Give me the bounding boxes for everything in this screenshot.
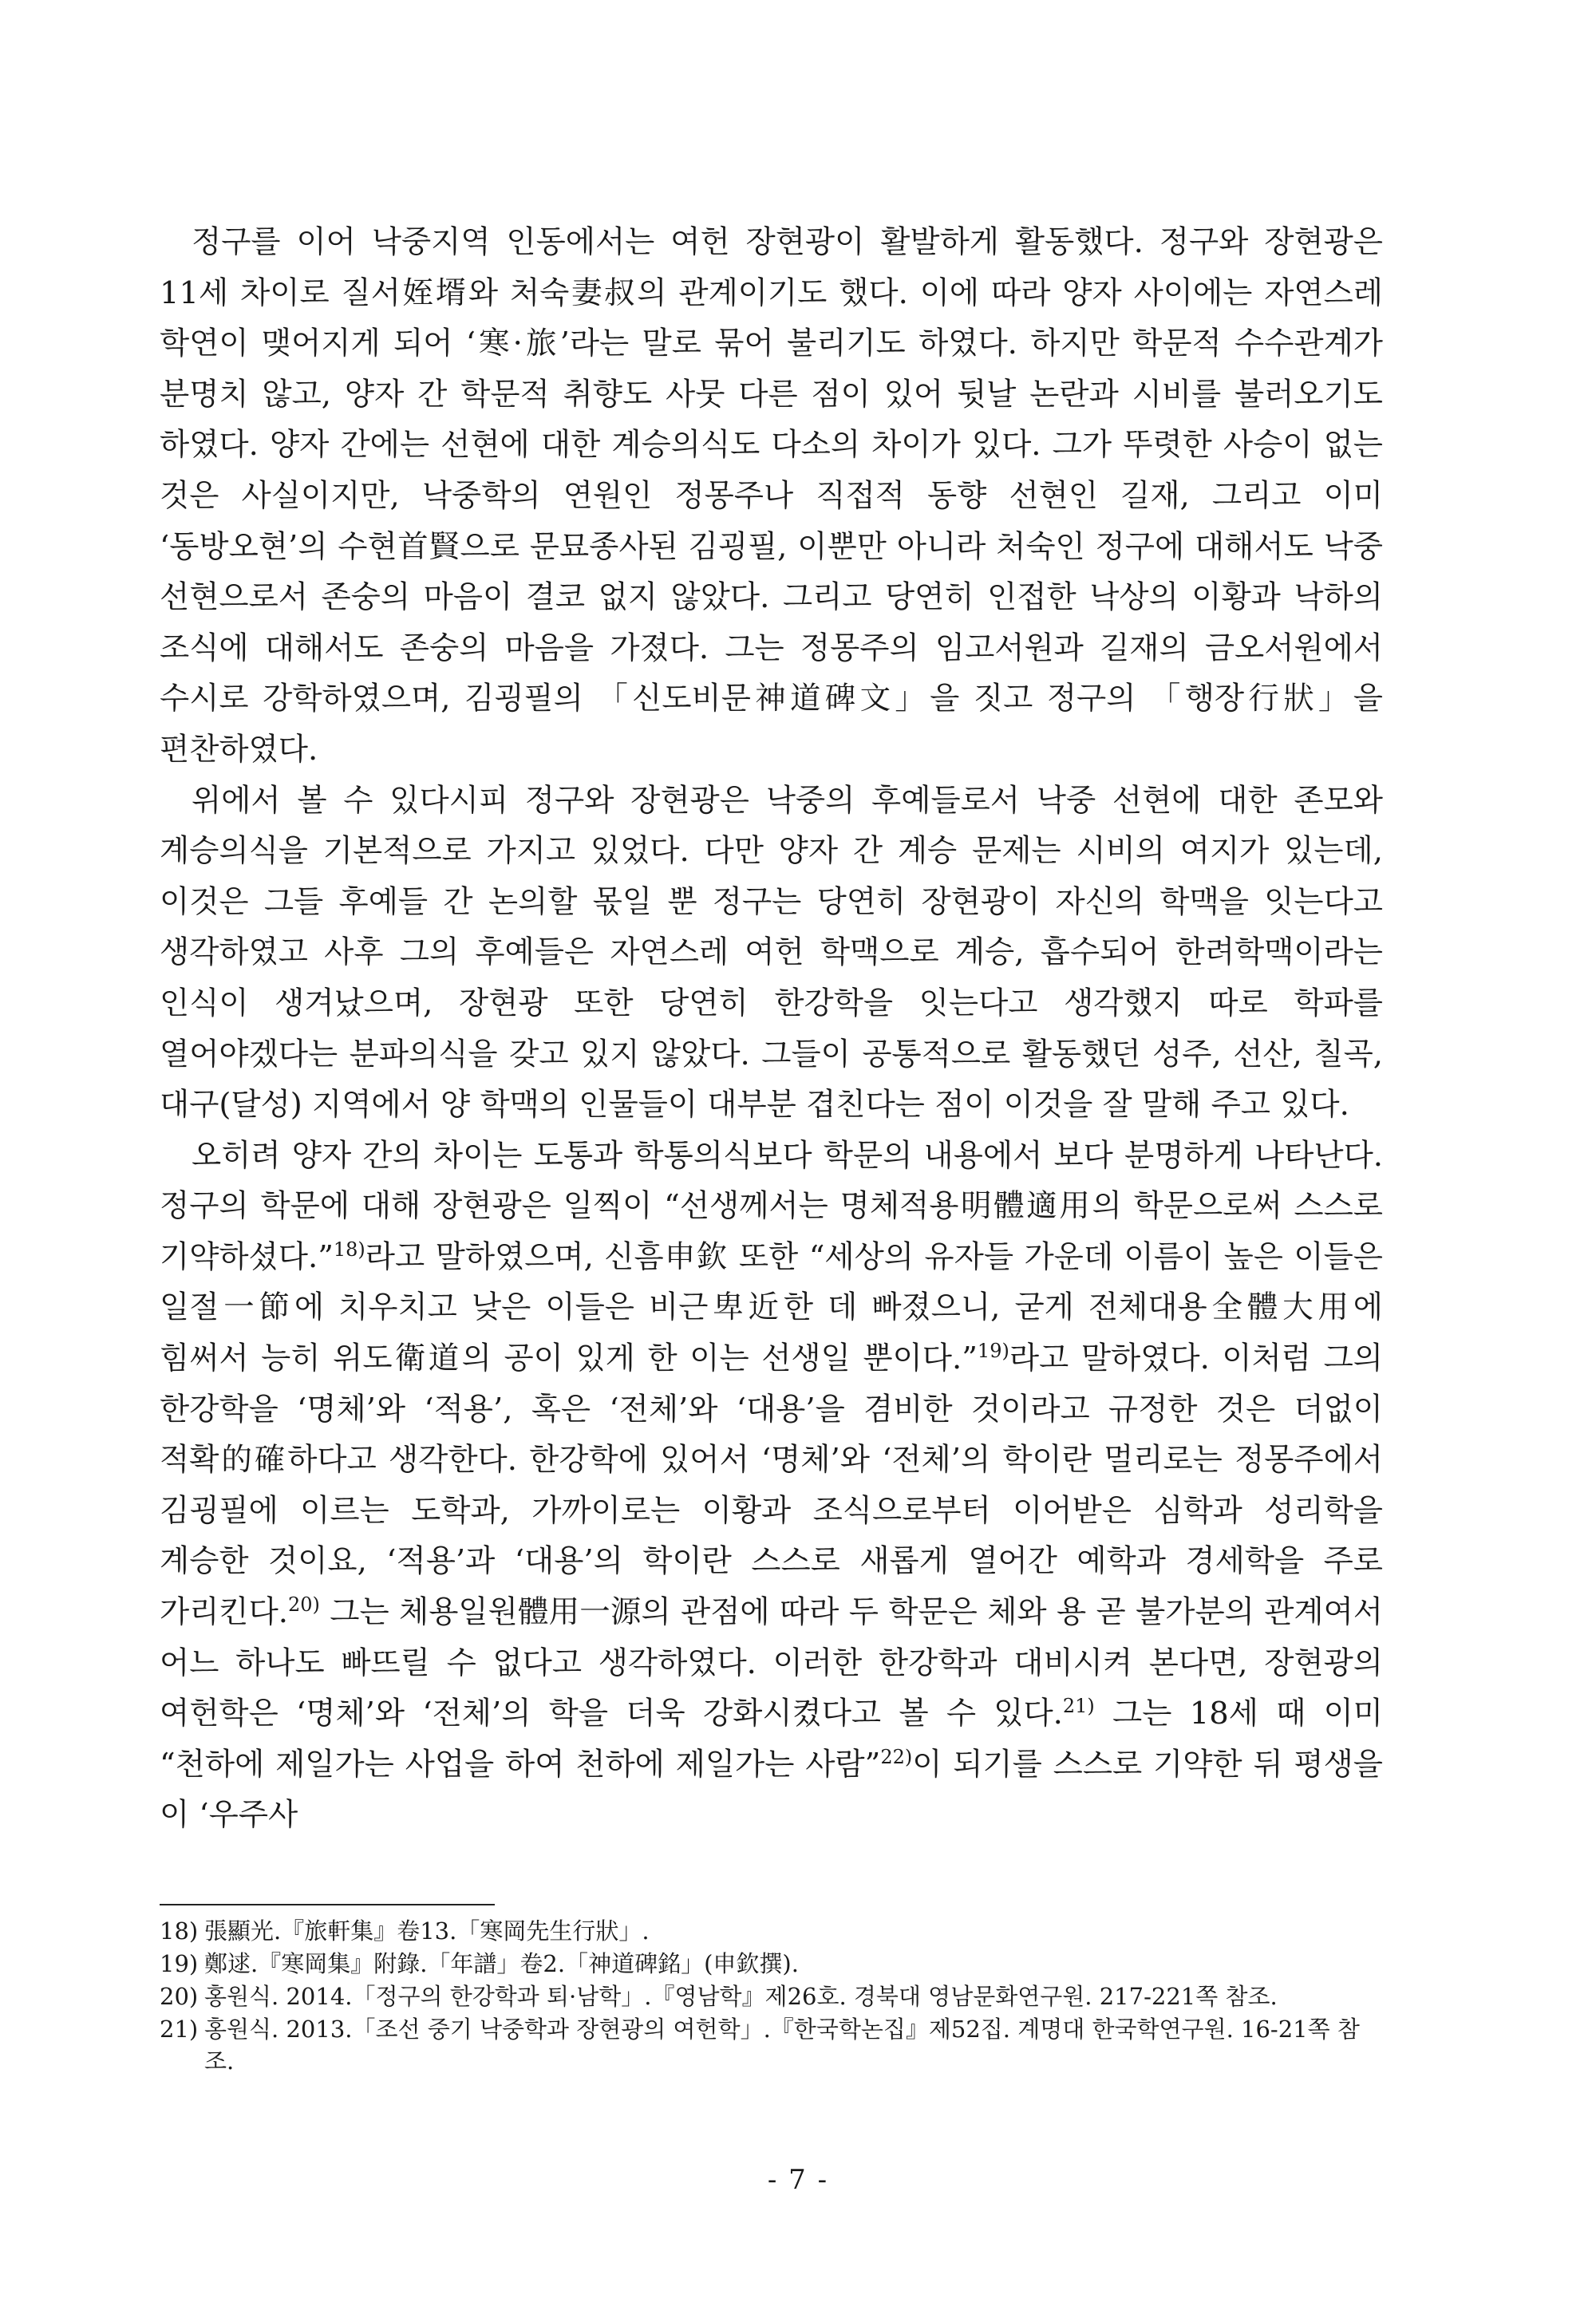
paragraph-3-text-3: 라고 말하였다. 이처럼 그의 한강학을 ‘명체’와 ‘적용’, 혹은 ‘전체’와 ‘대용’을 겸비한 것이라고 규정한 것은 더없이 적확的確하다고 생각한다. 한강학에 있어서 ‘명체’와 ‘전체’의 학이란 멀리로는 정몽주에서 김굉필에 이르는 도학과, 가까이로는 이황과 조식으로부터 이어받은 심학과 성리학을 계승한 것이요, ‘적용’과 ‘대용’의 학이란 스스로 새롭게 열어간 예학과 경세학을 주로 가리킨다.: [160, 1341, 1383, 1631]
footnote-ref-20[interactable]: 20): [288, 1593, 320, 1617]
footnote-18: [160, 1915, 1383, 1947]
footnote-text: 鄭逑.『寒岡集』附錄.「年譜」卷2.「神道碑銘」(申欽撰).: [204, 1950, 799, 1977]
paragraph-3-text-4: 그는 체용일원體用一源의 관점에 따라 두 학문은 체와 용 곧 불가분의 관계여서 어느 하나도 빠뜨릴 수 없다고 생각하였다. 이러한 한강학과 대비시켜 본다면, 장현광의 여헌학은 ‘명체’와 ‘전체’의 학을 더욱 강화시켰다고 볼 수 있다.: [160, 1594, 1383, 1732]
paragraph-2: 위에서 볼 수 있다시피 정구와 장현광은 낙중의 후예들로서 낙중 선현에 대한 존모와 계승의식을 기본적으로 가지고 있었다. 다만 양자 간 계승 문제는 시비의 여지가 있는데, 이것은 그들 후예들 간 논의할 몫일 뿐 정구는 당연히 장현광이 자신의 학맥을 잇는다고 생각하였고 사후 그의 후예들은 자연스레 여헌 학맥으로 계승, 흡수되어 한려학맥이라는 인식이 생겨났으며, 장현광 또한 당연히 한강학을 잇는다고 생각했지 따로 학파를 열어야겠다는 분파의식을 갖고 있지 않았다. 그들이 공통적으로 활동했던 성주, 선산, 칠곡, 대구(달성) 지역에서 양 학맥의 인물들이 대부분 겹친다는 점이 이것을 잘 말해 주고 있다.: [160, 782, 1383, 1123]
footnote-text: 홍원식. 2013.「조선 중기 낙중학과 장현광의 여헌학」.『한국학논집』제52집. 계명대 한국학연구원. 16-21쪽 참조.: [204, 2016, 1360, 2075]
paragraph-3: [160, 1131, 1383, 1841]
footnote-number: 19): [160, 1950, 199, 1977]
footnote-number: 21): [160, 2016, 199, 2043]
footnote-text: 張顯光.『旅軒集』卷13.「寒岡先生行狀」.: [204, 1917, 650, 1945]
footnotes: [160, 1915, 1383, 2078]
footnote-text: 홍원식. 2014.「정구의 한강학과 퇴·남학」.『영남학』제26호. 경북대 영남문화연구원. 217-221쪽 참조.: [204, 1983, 1278, 2010]
paragraph-3-text-5: 그는 18세 때 이미 “천하에 제일가는 사업을 하여 천하에 제일가는 사람”: [160, 1696, 1383, 1783]
paragraph-3-text-2: 라고 말하였으며, 신흠申欽 또한 “세상의 유자들 가운데 이름이 높은 이들은 일절一節에 치우치고 낮은 이들은 비근卑近한 데 빠졌으니, 굳게 전체대용全體大用에 힘써서 능히 위도衛道의 공이 있게 한 이는 선생일 뿐이다.”: [160, 1238, 1383, 1377]
footnote-21: [160, 2013, 1383, 2077]
footnote-ref-18[interactable]: 18): [333, 1238, 365, 1261]
footnote-divider: [160, 1904, 495, 1905]
footnote-20: [160, 1980, 1383, 2012]
main-text: [160, 217, 1383, 1841]
paragraph-1: 정구를 이어 낙중지역 인동에서는 여헌 장현광이 활발하게 활동했다. 정구와 장현광은 11세 차이로 질서姪壻와 처숙妻叔의 관계이기도 했다. 이에 따라 양자 사이에는 자연스레 학연이 맺어지게 되어 ‘寒·旅’라는 말로 묶어 불리기도 하였다. 하지만 학문적 수수관계가 분명치 않고, 양자 간 학문적 취향도 사뭇 다른 점이 있어 뒷날 논란과 시비를 불러오기도 하였다. 양자 간에는 선현에 대한 계승의식도 다소의 차이가 있다. 그가 뚜렷한 사승이 없는 것은 사실이지만, 낙중학의 연원인 정몽주나 직접적 동향 선현인 길재, 그리고 이미 ‘동방오현’의 수현首賢으로 문묘종사된 김굉필, 이뿐만 아니라 처숙인 정구에 대해서도 낙중 선현으로서 존숭의 마음이 결코 없지 않았다. 그리고 당연히 인접한 낙상의 이황과 낙하의 조식에 대해서도 존숭의 마음을 가졌다. 그는 정몽주의 임고서원과 길재의 금오서원에서 수시로 강학하였으며, 김굉필의 「신도비문神道碑文」을 짓고 정구의 「행장行狀」을 편찬하였다.: [160, 224, 1383, 768]
footnote-ref-22[interactable]: 22): [880, 1745, 913, 1768]
footnote-number: 18): [160, 1917, 199, 1945]
footnote-ref-19[interactable]: 19): [977, 1340, 1009, 1363]
page-number: - 7 -: [767, 2164, 829, 2196]
paragraph-3-text-1: 오히려 양자 간의 차이는 도통과 학통의식보다 학문의 내용에서 보다 분명하게 나타난다. 정구의 학문에 대해 장현광은 일찍이 “선생께서는 명체적용明體適用의 학문으로써 스스로 기약하셨다.”: [160, 1137, 1383, 1275]
footnote-ref-21[interactable]: 21): [1062, 1695, 1095, 1718]
footnote-19: [160, 1948, 1383, 1980]
paragraph-3-text-6: 이 되기를 스스로 기약한 뒤 평생을 이 ‘우주사: [160, 1746, 1383, 1834]
footnote-number: 20): [160, 1983, 199, 2010]
